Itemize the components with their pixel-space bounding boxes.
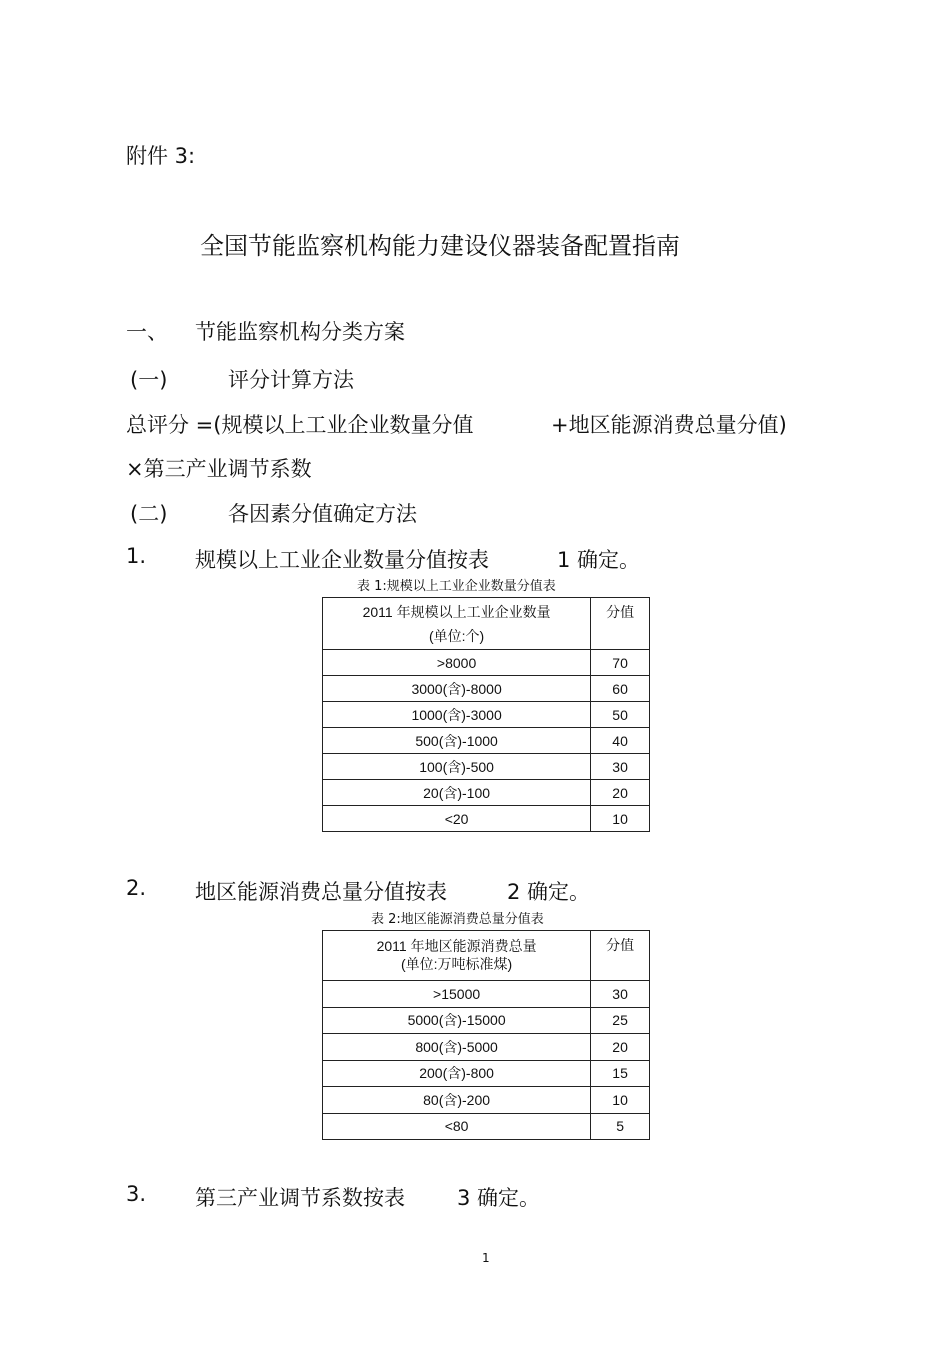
table-2-header-line-1: 2011 年地区能源消费总量	[376, 938, 537, 954]
score-cell: 40	[591, 728, 650, 754]
table-1-header-line-1: 2011 年规模以上工业企业数量	[362, 604, 551, 620]
score-cell: 20	[591, 1034, 650, 1061]
item-1-text: 规模以上工业企业数量分值按表	[195, 548, 489, 572]
score-cell: 30	[591, 981, 650, 1008]
score-cell: 25	[591, 1007, 650, 1034]
score-cell: 30	[591, 754, 650, 780]
score-cell: 60	[591, 676, 650, 702]
table-row	[323, 754, 650, 780]
range-cell: 3000(含)-8000	[323, 676, 591, 702]
subsection-1-number: (一)	[130, 368, 168, 392]
table-row	[323, 676, 650, 702]
table-1-caption: 表 1:规模以上工业企业数量分值表	[357, 579, 556, 594]
range-cell: 500(含)-1000	[323, 728, 591, 754]
table-row	[323, 650, 650, 676]
formula-part-2: +地区能源消费总量分值)	[551, 413, 787, 437]
section-1-number: 一、	[126, 320, 168, 344]
table-2-header-line-2: (单位:万吨标准煤)	[400, 956, 513, 972]
score-cell: 70	[591, 650, 650, 676]
item-1-number: 1.	[126, 544, 147, 568]
subsection-2-number: (二)	[130, 502, 168, 526]
range-cell: 800(含)-5000	[323, 1034, 591, 1061]
table-row	[323, 806, 650, 832]
score-cell: 50	[591, 702, 650, 728]
score-cell: 20	[591, 780, 650, 806]
range-cell: 80(含)-200	[323, 1087, 591, 1114]
item-3-reference: 3 确定。	[457, 1186, 541, 1210]
table-row	[323, 702, 650, 728]
table-1-range-header	[323, 598, 591, 650]
table-row	[323, 1007, 650, 1034]
page-number: 1	[482, 1251, 490, 1265]
table-1-header-line-2: (单位:个)	[428, 628, 485, 644]
item-2-number: 2.	[126, 876, 147, 900]
range-cell: 1000(含)-3000	[323, 702, 591, 728]
table-1-header-row	[323, 598, 650, 650]
table-1	[322, 597, 650, 832]
score-cell: 10	[591, 806, 650, 832]
table-row	[323, 1113, 650, 1140]
score-cell: 5	[591, 1113, 650, 1140]
item-3-number: 3.	[126, 1182, 147, 1206]
range-cell: 100(含)-500	[323, 754, 591, 780]
score-cell: 15	[591, 1060, 650, 1087]
table-row	[323, 1060, 650, 1087]
table-2-caption: 表 2:地区能源消费总量分值表	[371, 912, 544, 927]
document-title: 全国节能监察机构能力建设仪器装备配置指南	[200, 232, 680, 260]
subsection-1-heading: 评分计算方法	[228, 368, 354, 392]
subsection-2-heading: 各因素分值确定方法	[228, 502, 417, 526]
score-cell: 10	[591, 1087, 650, 1114]
table-1-score-header: 分值	[591, 598, 650, 650]
range-cell: <80	[323, 1113, 591, 1140]
range-cell: <20	[323, 806, 591, 832]
table-row	[323, 981, 650, 1008]
range-cell: >15000	[323, 981, 591, 1008]
table-2-range-header	[323, 931, 591, 981]
range-cell: >8000	[323, 650, 591, 676]
table-row	[323, 780, 650, 806]
table-row	[323, 1034, 650, 1061]
section-1-heading: 节能监察机构分类方案	[195, 320, 405, 344]
table-2-score-header: 分值	[591, 931, 650, 981]
table-2	[322, 930, 650, 1140]
attachment-label: 附件 3:	[126, 144, 196, 168]
range-cell: 20(含)-100	[323, 780, 591, 806]
item-2-text: 地区能源消费总量分值按表	[195, 880, 447, 904]
item-1-reference: 1 确定。	[557, 548, 641, 572]
table-2-header-row	[323, 931, 650, 981]
item-3-text: 第三产业调节系数按表	[195, 1186, 405, 1210]
table-row	[323, 1087, 650, 1114]
range-cell: 5000(含)-15000	[323, 1007, 591, 1034]
table-row	[323, 728, 650, 754]
formula-part-1: 总评分 =(规模以上工业企业数量分值	[126, 413, 474, 437]
item-2-reference: 2 确定。	[507, 880, 591, 904]
formula-line-2: ×第三产业调节系数	[126, 457, 312, 481]
range-cell: 200(含)-800	[323, 1060, 591, 1087]
